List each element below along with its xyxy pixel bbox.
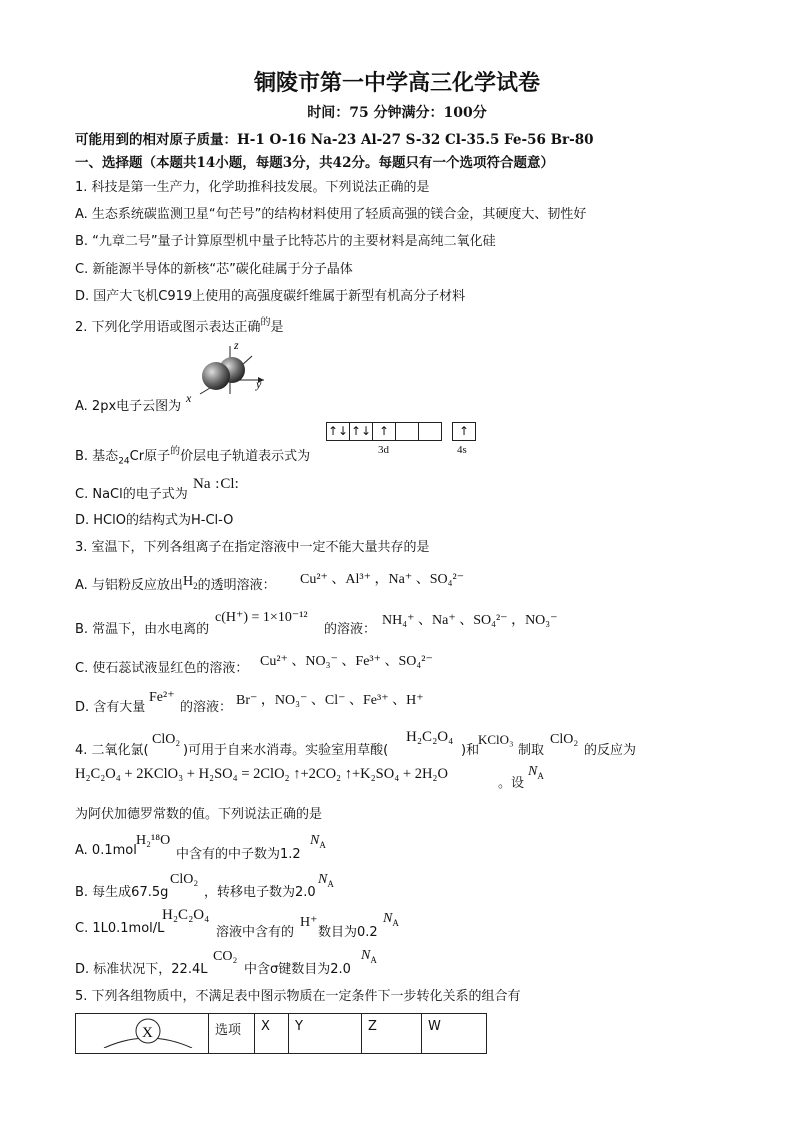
label-4s: 4s xyxy=(457,444,467,456)
avogadro-symbol: $N_A$ xyxy=(310,833,326,850)
diagram-cell xyxy=(76,1014,209,1054)
axis-z-label: z xyxy=(234,338,239,352)
q3-option-a: A. 与铝粉反应放出$H_2$的透明溶液： xyxy=(75,574,276,593)
q4-option-c: C. 1L0.1mol/L xyxy=(75,921,165,936)
q1-option-d: D. 国产大飞机C919上使用的高强度碳纤维属于新型有机高分子材料 xyxy=(75,289,466,304)
table-header: X xyxy=(255,1014,289,1054)
q1-stem: 1. 科技是第一生产力，化学助推科技发展。下列说法正确的是 xyxy=(75,180,430,195)
table-header: Z xyxy=(362,1014,422,1054)
q4-stem-part4: 制取 xyxy=(518,743,545,758)
nacl-electron-formula: Na :Cl: xyxy=(193,476,239,492)
q4-a-mid: 中含有的中子数为1.2 xyxy=(176,847,301,862)
table-header: Y xyxy=(289,1014,362,1054)
q4-equation-tail: 。设 xyxy=(498,776,525,791)
diagram-x-label: X xyxy=(142,1025,153,1041)
q4-stem: 4. 二氧化氯( xyxy=(75,743,149,758)
q3-stem: 3. 室温下，下列各组离子在指定溶液中一定不能大量共存的是 xyxy=(75,540,430,555)
avogadro-symbol: $N_A$ xyxy=(318,872,334,889)
q3-option-b: B. 常温下，由水电离的 xyxy=(75,622,210,637)
q4-stem-part2: )可用于自来水消毒。实验室用草酸( xyxy=(183,743,389,758)
q5-stem: 5. 下列各组物质中，不满足表中图示物质在一定条件下一步转化关系的组合有 xyxy=(75,989,521,1004)
q2-stem: 2. 下列化学用语或图示表达正确$^的$是 xyxy=(75,317,284,335)
orbital-box: ↑↓ xyxy=(327,424,349,438)
atomic-masses: 可能用到的相对原子质量：H-1 O-16 Na-23 Al-27 S-32 Cl-35.5 Fe-56 Br-80 xyxy=(75,132,594,148)
q4-option-d: D. 标准状况下，22.4L xyxy=(75,962,208,977)
p-orbital-diagram xyxy=(180,338,270,406)
exam-subtitle: 时间：75 分钟满分：100分 xyxy=(307,105,487,121)
q5-table xyxy=(75,1013,487,1054)
q4-a-species: H₂¹⁸O xyxy=(136,833,171,848)
avogadro-symbol: $N_A$ xyxy=(383,911,399,928)
q3-b-mid: 的溶液： xyxy=(324,622,377,637)
q4-oxalic-acid: H₂C₂O₄ xyxy=(406,729,454,745)
q3-d-mid: 的溶液： xyxy=(180,700,233,715)
q4-clo2: ClO₂ xyxy=(152,732,181,747)
q4-b-clo2: ClO₂ xyxy=(170,872,199,887)
avogadro-symbol: $N_A$ xyxy=(361,948,377,965)
q4-equation: H₂C₂O₄ + 2KClO₃ + H₂SO₄ = 2ClO₂ ↑+2CO₂ ↑+K₂SO₄ + 2H₂O xyxy=(75,766,448,782)
q1-option-c: C. 新能源半导体的新核“芯”碳化硅属于分子晶体 xyxy=(75,262,353,277)
q1-option-a: A. 生态系统碳监测卫星“句芒号”的结构材料使用了轻质高强的镁合金，其硬度大、韧性好 xyxy=(75,207,587,222)
table-row xyxy=(76,1014,487,1054)
q4-d-co2: CO₂ xyxy=(213,949,238,964)
table-header: 选项 xyxy=(209,1014,255,1054)
q4-stem-part3: )和 xyxy=(461,743,480,758)
q4-d-mid: 中含σ键数目为2.0 xyxy=(244,962,351,977)
q3-option-c: C. 使石蕊试液显红色的溶液： xyxy=(75,661,249,676)
section-heading: 一、选择题（本题共14小题，每题3分，共42分。每题只有一个选项符合题意） xyxy=(75,155,554,171)
orbital-box: ↑↓ xyxy=(350,424,372,438)
orbital-4s-box xyxy=(452,422,476,441)
q3-d-fe: Fe²⁺ xyxy=(149,690,175,705)
q3-b-ions: NH₄⁺ 、Na⁺ 、SO₄²⁻ ，NO₃⁻ xyxy=(382,613,558,628)
avogadro-symbol: $N_A$ xyxy=(528,764,544,781)
q4-clo2-product: ClO₂ xyxy=(550,732,579,747)
q2-option-b: B. 基态$_{24}$Cr原子$^的$价层电子轨道表示式为 xyxy=(75,446,311,467)
exam-title: 铜陵市第一中学高三化学试卷 xyxy=(253,70,540,96)
q3-option-d: D. 含有大量 xyxy=(75,700,146,715)
label-3d: 3d xyxy=(378,444,389,456)
table-header: W xyxy=(422,1014,487,1054)
q4-option-b: B. 每生成67.5g xyxy=(75,885,169,900)
q4-c-h: H⁺ xyxy=(300,915,318,930)
q1-option-b: B. “九章二号”量子计算原型机中量子比特芯片的主要材料是高纯二氧化硅 xyxy=(75,234,496,249)
q4-b-mid: ，转移电子数为2.0 xyxy=(204,885,316,900)
orbital-box: ↑ xyxy=(458,424,470,438)
q3-c-ions: Cu²⁺ 、NO₃⁻ 、Fe³⁺ 、SO₄²⁻ xyxy=(260,654,433,669)
orbital-box: ↑ xyxy=(373,423,396,440)
q4-c-oxalic: H₂C₂O₄ xyxy=(162,907,210,923)
q3-a-ions: Cu²⁺ 、Al³⁺ ，Na⁺ 、SO₄²⁻ xyxy=(300,572,465,587)
q4-c-mid2: 数目为0.2 xyxy=(318,925,378,940)
conversion-diagram xyxy=(76,1014,220,1048)
q2-option-d: D. HClO的结构式为H-Cl-O xyxy=(75,513,234,528)
orbital-3d-boxes xyxy=(326,422,442,441)
q4-option-a: A. 0.1mol xyxy=(75,843,137,858)
q4-c-mid: 溶液中含有的 xyxy=(216,925,295,940)
q4-stem-part5: 的反应为 xyxy=(584,743,637,758)
q3-d-ions: Br⁻ ，NO₃⁻ 、Cl⁻ 、Fe³⁺ 、H⁺ xyxy=(236,693,424,708)
axis-y-label: y xyxy=(256,377,262,391)
q3-b-concentration: c(H⁺) = 1×10⁻¹² xyxy=(215,610,308,625)
q4-stem-line3: 为阿伏加德罗常数的值。下列说法正确的是 xyxy=(75,807,323,822)
q2-option-a: A. 2px电子云图为 xyxy=(75,399,182,414)
axis-x-label: x xyxy=(186,391,192,405)
q4-kclo3: KClO₃ xyxy=(478,732,514,747)
q2-option-c: C. NaCl的电子式为 xyxy=(75,487,188,502)
orbital-box xyxy=(419,423,441,440)
orbital-box xyxy=(396,423,419,440)
